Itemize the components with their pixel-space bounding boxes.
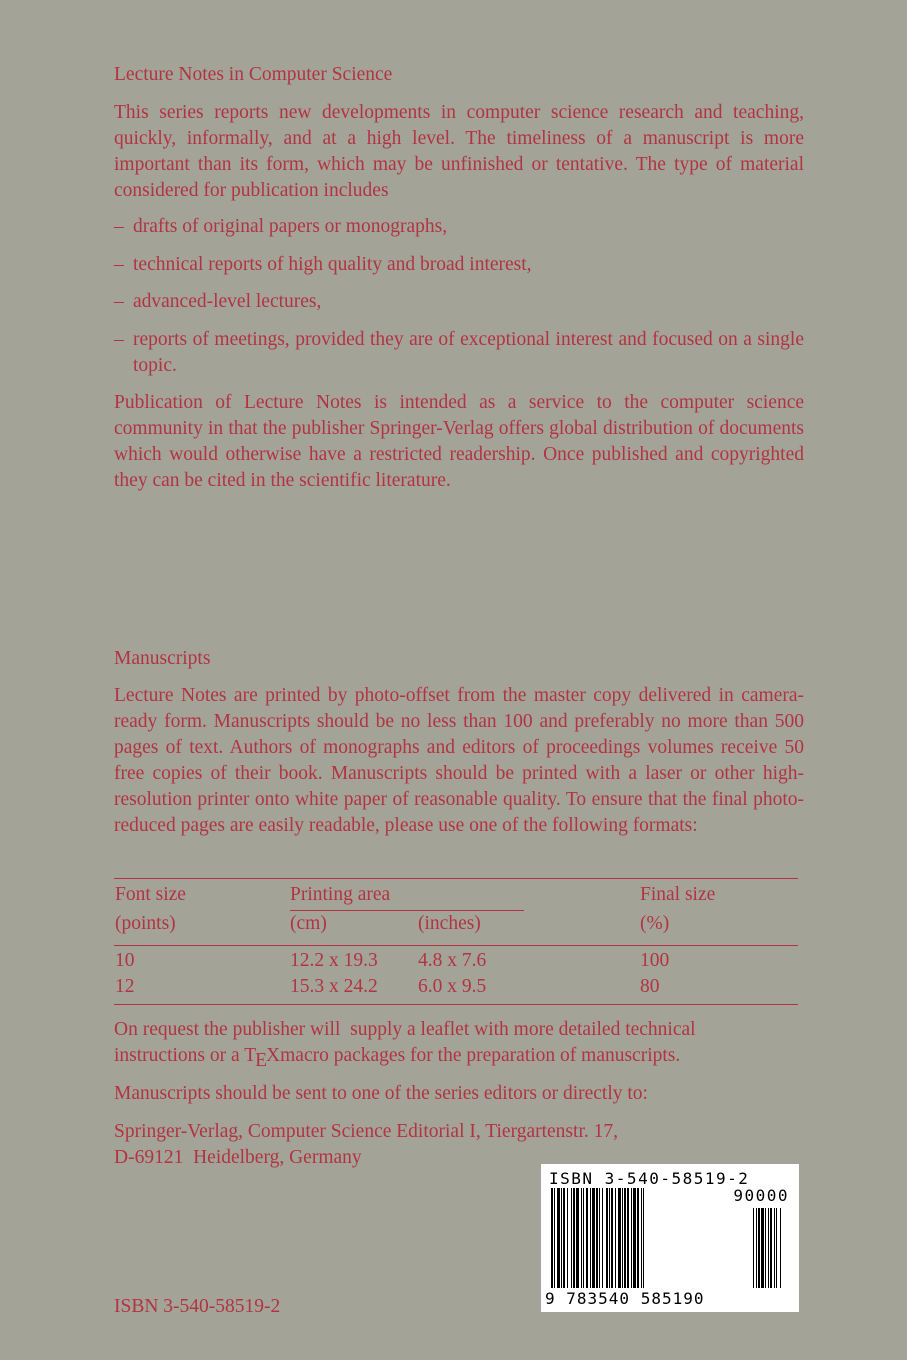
request-line-2-start: instructions or a — [114, 1045, 240, 1066]
table-header-inches: (inches) — [418, 913, 481, 934]
barcode-bar — [557, 1188, 560, 1288]
series-title: Lecture Notes in Computer Science — [114, 64, 393, 85]
table-bottom-rule — [114, 1004, 798, 1005]
barcode-bar — [758, 1208, 760, 1288]
barcode-bar — [765, 1208, 766, 1288]
bullet-dash: – — [114, 329, 124, 350]
request-line-1: On request the publisher will supply a leaflet with more detailed technical — [114, 1019, 696, 1040]
bullet-text: advanced-level lectures, — [133, 291, 322, 312]
table-cell-final: 100 — [640, 950, 670, 971]
table-cell-inches: 6.0 x 9.5 — [418, 976, 487, 997]
barcode-bar — [753, 1208, 754, 1288]
table-header-final-size: Final size — [640, 884, 716, 905]
barcode-bar — [599, 1188, 600, 1288]
bullet-text: technical reports of high quality and broad interest, — [133, 254, 532, 275]
barcode-bar — [776, 1208, 777, 1288]
request-line-2 — [114, 1043, 804, 1069]
publication-paragraph: Publication of Lecture Notes is intended as a service to the computer science community in that the publisher Springer-Verlag offers global distribution of documents which would otherwise have a restricted readership. Once published and copyrighted they can be cited in the scientific literature. — [114, 392, 804, 491]
table-cell-font: 12 — [115, 976, 135, 997]
barcode-bar — [780, 1208, 781, 1288]
barcode-bar — [583, 1188, 584, 1288]
barcode-bar — [641, 1188, 642, 1288]
barcode-bar — [618, 1188, 621, 1288]
table-cell-cm: 15.3 x 24.2 — [290, 976, 378, 997]
barcode — [541, 1164, 799, 1312]
bullet-dash: – — [114, 216, 124, 237]
barcode-bar — [643, 1188, 644, 1288]
table-header-points: (points) — [115, 913, 176, 934]
barcode-bar — [563, 1188, 565, 1288]
address-line-2: D-69121 Heidelberg, Germany — [114, 1147, 362, 1168]
barcode-bar — [606, 1188, 608, 1288]
tex-logo-t: T — [244, 1045, 257, 1066]
barcode-bar — [756, 1208, 757, 1288]
barcode-bar — [554, 1188, 555, 1288]
barcode-bar — [609, 1188, 610, 1288]
bullet-text: reports of meetings, provided they are of exceptional interest and focused on a single topic. — [133, 329, 804, 376]
barcode-bar — [768, 1208, 769, 1288]
manuscripts-paragraph: Lecture Notes are printed by photo-offset from the master copy delivered in camera-ready form. Manuscripts should be no less than 100 and preferably no more than 500 pages of text. Authors of monographs and editors of proceedings volumes receive 50 free copies of their book. Manuscripts should be printed with a laser or other high-resolution printer onto white paper of reasonable quality. To ensure that the final photo-reduced pages are easily readable, please use one of the following formats: — [114, 685, 804, 836]
tex-logo — [244, 1045, 281, 1071]
bullet-item — [114, 327, 804, 379]
table-cell-inches: 4.8 x 7.6 — [418, 950, 487, 971]
table-header-percent: (%) — [640, 913, 670, 934]
table-cell-final: 80 — [640, 976, 660, 997]
intro-paragraph: This series reports new developments in computer science research and teaching, quickly, informally, and at a high level. The timeliness of a manuscript is more important than its form, which may be unfinished or tentative. The type of material considered for publication includes — [114, 102, 804, 201]
bullet-item — [114, 289, 804, 315]
send-instructions: Manuscripts should be sent to one of the series editors or directly to: — [114, 1083, 648, 1104]
barcode-bar — [633, 1188, 636, 1288]
barcode-bar — [590, 1188, 591, 1288]
barcode-bar — [567, 1188, 568, 1288]
bullet-item — [114, 252, 804, 278]
table-header-cm: (cm) — [290, 913, 327, 934]
barcode-bar — [624, 1188, 626, 1288]
barcode-bar — [573, 1188, 575, 1288]
barcode-bar — [761, 1208, 764, 1288]
isbn-text: ISBN 3-540-58519-2 — [114, 1296, 281, 1317]
barcode-bar — [622, 1188, 623, 1288]
request-paragraph — [114, 1017, 804, 1069]
barcode-bar — [627, 1188, 629, 1288]
barcode-bar — [637, 1188, 639, 1288]
request-line-2-end: macro packages for the preparation of manuscripts. — [280, 1045, 681, 1066]
barcode-bar — [576, 1188, 579, 1288]
barcode-bar — [774, 1208, 775, 1288]
barcode-bar — [770, 1208, 772, 1288]
barcode-price-code: 90000 — [733, 1186, 789, 1205]
bullet-item — [114, 214, 804, 240]
barcode-bar — [602, 1188, 603, 1288]
table-header-printing-area: Printing area — [290, 884, 391, 905]
tex-logo-x: X — [266, 1045, 281, 1066]
barcode-bar — [561, 1188, 562, 1288]
bullet-text: drafts of original papers or monographs, — [133, 216, 448, 237]
barcode-bar — [596, 1188, 598, 1288]
table-cell-font: 10 — [115, 950, 135, 971]
barcode-ean-number: 9 783540 585190 — [545, 1289, 705, 1308]
tex-logo-e: E — [255, 1050, 268, 1071]
barcode-bar — [592, 1188, 595, 1288]
table-top-rule — [114, 878, 798, 879]
barcode-bar — [551, 1188, 553, 1288]
barcode-bar — [615, 1188, 616, 1288]
table-header-rule — [114, 945, 798, 946]
barcode-bar — [631, 1188, 632, 1288]
barcode-bar — [611, 1188, 613, 1288]
bullet-dash: – — [114, 291, 124, 312]
barcode-isbn: ISBN 3-540-58519-2 — [549, 1169, 750, 1188]
bullet-dash: – — [114, 254, 124, 275]
barcode-bar — [571, 1188, 572, 1288]
table-header-font-size: Font size — [115, 884, 186, 905]
barcode-bar — [586, 1188, 588, 1288]
manuscripts-heading: Manuscripts — [114, 648, 211, 669]
table-cell-cm: 12.2 x 19.3 — [290, 950, 378, 971]
address-line-1: Springer-Verlag, Computer Science Editorial I, Tiergartenstr. 17, — [114, 1121, 618, 1142]
barcode-bar — [581, 1188, 582, 1288]
